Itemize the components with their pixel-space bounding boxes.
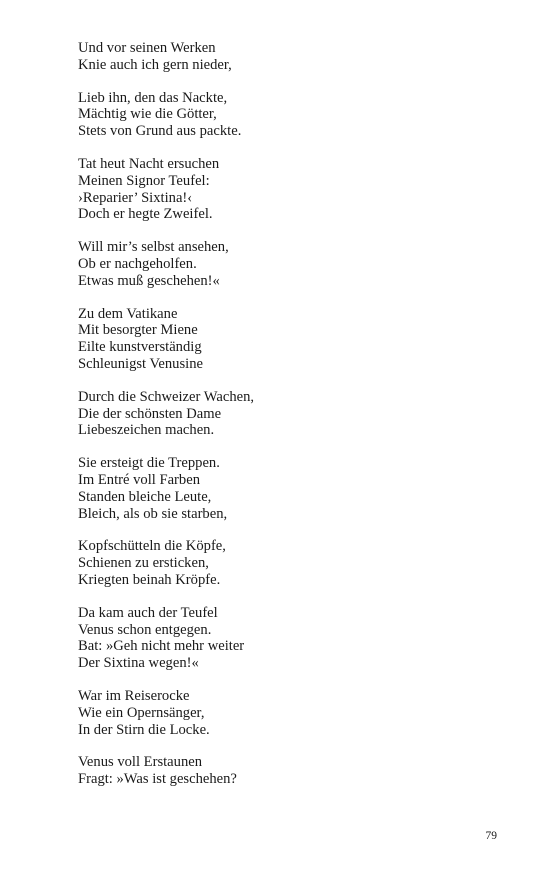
stanza	[78, 538, 518, 588]
poem-line: Die der schönsten Dame	[78, 405, 222, 422]
stanza	[78, 239, 518, 289]
poem-line: Mit besorgter Miene	[78, 322, 198, 339]
poem-line: In der Stirn die Locke.	[78, 721, 210, 738]
poem-line: Mächtig wie die Götter,	[78, 106, 217, 123]
poem-line: Venus voll Erstaunen	[78, 754, 203, 771]
poem-line: Zu dem Vatikane	[78, 305, 178, 322]
poem-line: Kopfschütteln die Köpfe,	[78, 538, 226, 555]
poem-line: Im Entré voll Farben	[78, 471, 200, 488]
poem-line: Etwas muß geschehen!«	[78, 272, 220, 289]
poem-line: War im Reiserocke	[78, 687, 190, 704]
poem-text	[78, 40, 518, 804]
poem-line: Liebeszeichen machen.	[78, 422, 215, 439]
poem-line: Lieb ihn, den das Nackte,	[78, 89, 228, 106]
poem-line: Standen bleiche Leute,	[78, 488, 212, 505]
poem-line: Will mir’s selbst ansehen,	[78, 239, 229, 256]
stanza	[78, 90, 518, 140]
poem-line: Venus schon entgegen.	[78, 621, 212, 638]
poem-line: ›Reparier’ Sixtina!‹	[78, 189, 193, 206]
poem-line: Sie ersteigt die Treppen.	[78, 455, 220, 472]
poem-line: Doch er hegte Zweifel.	[78, 206, 213, 223]
poem-line: Tat heut Nacht ersuchen	[78, 155, 220, 172]
stanza	[78, 455, 518, 522]
poem-line: Fragt: »Was ist geschehen?	[78, 771, 237, 788]
poem-line: Wie ein Opernsänger,	[78, 704, 205, 721]
poem-line: Knie auch ich gern nieder,	[78, 56, 232, 73]
poem-line: Schleunigst Venusine	[78, 355, 203, 372]
stanza	[78, 688, 518, 738]
stanza	[78, 40, 518, 74]
poem-line: Ob er nachgeholfen.	[78, 255, 197, 272]
poem-line: Da kam auch der Teufel	[78, 604, 218, 621]
stanza	[78, 156, 518, 223]
stanza	[78, 754, 518, 788]
poem-line: Eilte kunstverständig	[78, 339, 202, 356]
poem-line: Und vor seinen Werken	[78, 40, 216, 56]
poem-line: Schienen zu ersticken,	[78, 555, 209, 572]
stanza	[78, 389, 518, 439]
poem-line: Kriegten beinah Kröpfe.	[78, 571, 221, 588]
poem-line: Bat: »Geh nicht mehr weiter	[78, 638, 245, 655]
poem-line: Bleich, als ob sie starben,	[78, 505, 228, 522]
poem-line: Stets von Grund aus packte.	[78, 123, 242, 140]
stanza	[78, 306, 518, 373]
poem-line: Meinen Signor Teufel:	[78, 172, 210, 189]
poem-line: Der Sixtina wegen!«	[78, 655, 199, 672]
page-number: 79	[485, 830, 497, 842]
stanza	[78, 605, 518, 672]
poem-line: Durch die Schweizer Wachen,	[78, 388, 255, 405]
